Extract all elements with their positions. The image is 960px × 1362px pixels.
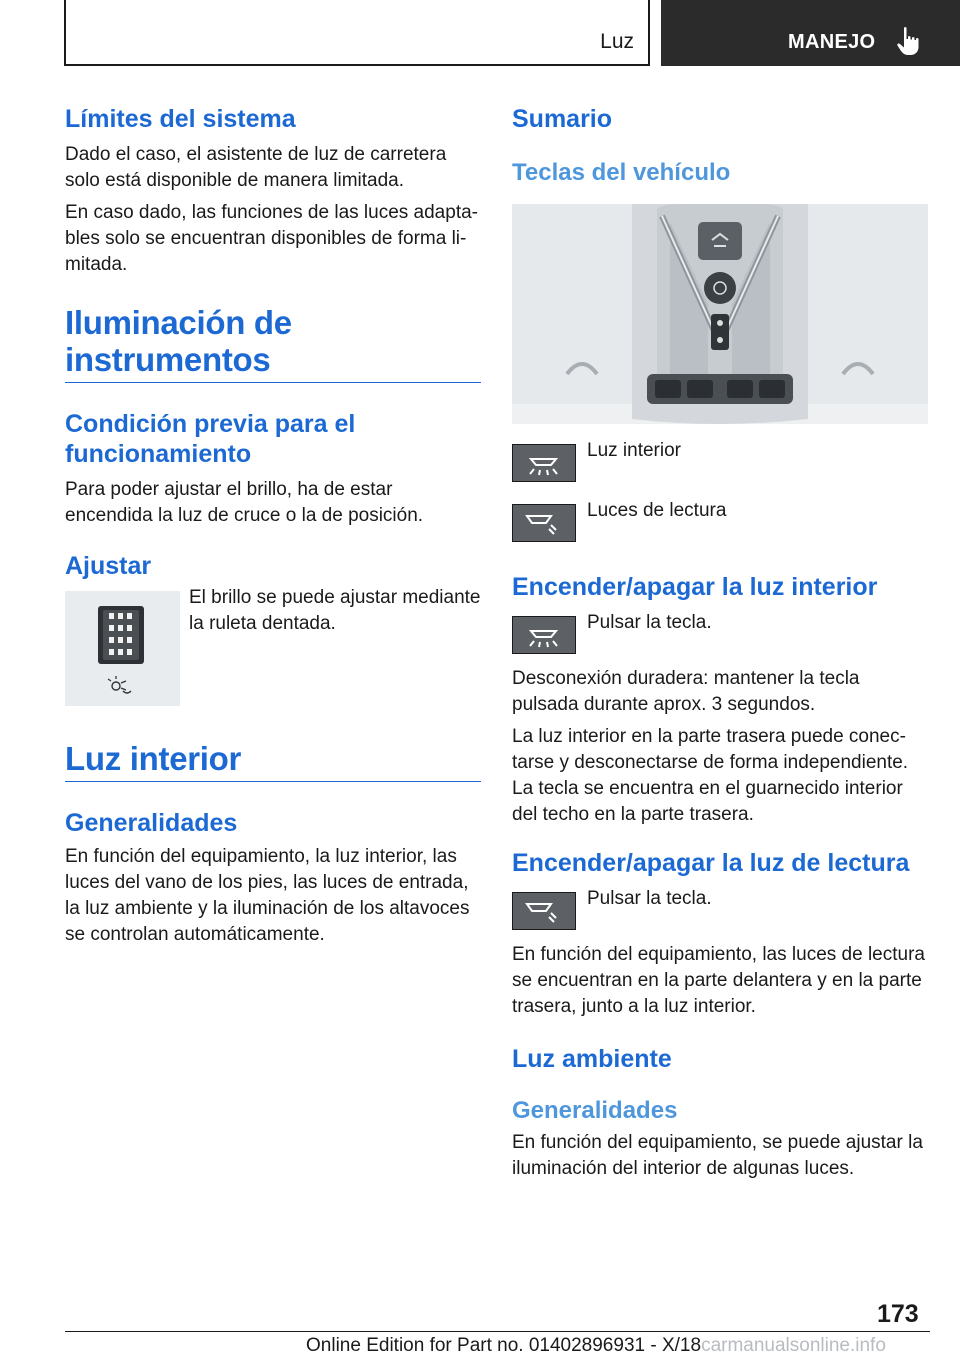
pointing-hand-icon [896, 26, 922, 56]
instruments-heading-line-2: instrumentos [65, 341, 271, 378]
instruments-heading-line-1: Iluminación de [65, 304, 292, 341]
interior-light-key-image-2 [512, 616, 576, 654]
page-number: 173 [877, 1300, 919, 1328]
precondition-paragraph: Para poder ajustar el brillo, ha de estar encendida la luz de cruce o la de posición. [65, 479, 424, 526]
roof-console-image [512, 204, 928, 424]
footer-rule [65, 1331, 930, 1332]
instruments-heading [65, 304, 481, 383]
interior-light-key-image [512, 444, 576, 482]
interior-light-icon [513, 617, 574, 652]
adjust-heading: Ajustar [65, 552, 152, 580]
limits-paragraph-2: En caso dado, las funciones de las luces adaptables solo se encuentran disponibles de forma limitada. [65, 202, 478, 275]
onoff-reading-key-row [512, 888, 930, 930]
header-section-title: Luz [600, 30, 634, 53]
onoff-paragraph-1: Desconexión duradera: mantener la tecla pulsada durante aprox. 3 segundos. [512, 668, 860, 715]
summary-heading: Sumario [512, 105, 613, 133]
precondition-heading: Condición previa para el funcionamiento [65, 410, 356, 468]
interior-light-heading-block [65, 740, 481, 782]
footer-edition-text: Online Edition for Part no. 01402896931 - X/18 [306, 1335, 702, 1356]
ambient-general-heading: Generalidades [512, 1097, 678, 1124]
reading-light-key-label: Luces de lectura [587, 500, 727, 521]
interior-light-key-label: Luz interior [587, 440, 681, 461]
press-key-text-1: Pulsar la tecla. [587, 612, 712, 633]
dimmer-wheel-icon [65, 591, 180, 706]
onoff-paragraph-2: La luz interior en la parte trasera puede conectarse y desconectarse de forma independiente. La tecla se encuentra en el guarnecido interior del techo en la parte trasera. [512, 726, 909, 825]
key-interior-light-row [512, 440, 930, 482]
adjust-block [65, 587, 481, 706]
ambient-heading: Luz ambiente [512, 1045, 672, 1073]
onoff-reading-heading: Encender/apagar la luz de lectura [512, 849, 910, 877]
dimmer-wheel-image [65, 591, 180, 706]
reading-light-icon [513, 893, 574, 928]
right-column [512, 104, 930, 1182]
header-section-box [64, 0, 650, 66]
left-column [65, 104, 481, 948]
header-chapter-tab[interactable] [661, 0, 960, 66]
onoff-interior-key-row [512, 612, 930, 654]
key-reading-light-row [512, 500, 930, 542]
limits-heading: Límites del sistema [65, 105, 296, 133]
reading-paragraph: En función del equipamiento, las luces de lectura se encuentran en la parte delantera y en la parte trasera, junto a la luz interior. [512, 944, 925, 1017]
adjust-paragraph: El brillo se puede ajustar mediante la ruleta dentada. [189, 587, 481, 634]
reading-light-icon [513, 505, 574, 540]
interior-light-heading: Luz interior [65, 740, 242, 777]
interior-light-icon [513, 445, 574, 480]
reading-light-key-image-2 [512, 892, 576, 930]
ambient-paragraph: En función del equipamiento, se puede ajustar la iluminación del interior de algunas luces. [512, 1132, 923, 1179]
footer-edition-line [306, 1335, 886, 1357]
header-chapter-label: MANEJO [788, 31, 876, 53]
general-paragraph: En función del equipamiento, la luz interior, las luces del vano de los pies, las luces de entrada, la luz ambiente y la iluminación de los altavoces se controlan automáticamente. [65, 846, 470, 945]
onoff-interior-heading: Encender/apagar la luz interior [512, 573, 878, 601]
vehicle-keys-heading: Teclas del vehículo [512, 159, 731, 186]
press-key-text-2: Pulsar la tecla. [587, 888, 712, 909]
limits-paragraph-1: Dado el caso, el asistente de luz de carretera solo está disponible de manera limitada. [65, 144, 447, 191]
reading-light-key-image [512, 504, 576, 542]
footer-watermark: carmanualsonline.info [701, 1335, 886, 1356]
roof-console-illustration [512, 204, 928, 424]
general-heading: Generalidades [65, 809, 238, 837]
